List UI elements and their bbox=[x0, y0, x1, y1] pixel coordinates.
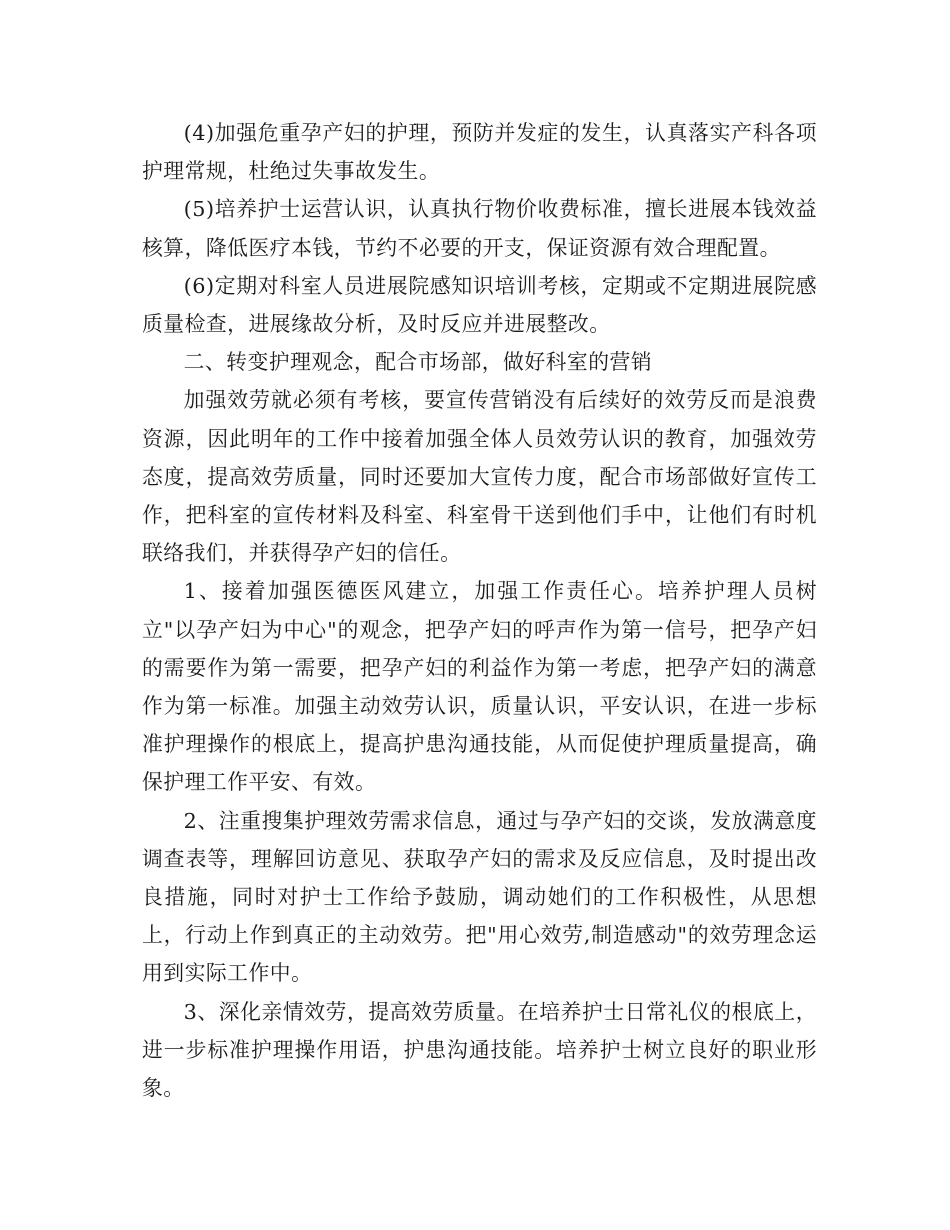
paragraph-item-5: (5)培养护士运营认识，认真执行物价收费标准，擅长进展本钱效益核算，降低医疗本钱，节约不必要的开支，保证资源有效合理配置。 bbox=[142, 197, 817, 260]
paragraph-intro: 加强效劳就必须有考核，要宣传营销没有后续好的效劳反而是浪费资源，因此明年的工作中接着加强全体人员效劳认识的教育，加强效劳态度，提高效劳质量，同时还要加大宣传力度，配合市场部做好宣传工作，把科室的宣传材料及科室、科室骨干送到他们手中，让他们有时机联络我们，并获得孕产妇的信任。 bbox=[142, 388, 817, 566]
paragraph-point-3: 3、深化亲情效劳，提高效劳质量。在培养护士日常礼仪的根底上，进一步标准护理操作用语，护患沟通技能。培养护士树立良好的职业形象。 bbox=[142, 999, 817, 1101]
paragraph-item-6: (6)定期对科室人员进展院感知识培训考核，定期或不定期进展院感质量检查，进展缘故分析，及时反应并进展整改。 bbox=[142, 273, 817, 337]
paragraph-point-1: 1、接着加强医德医风建立，加强工作责任心。培养护理人员树立"以孕产妇为中心"的观念，把孕产妇的呼声作为第一信号，把孕产妇的需要作为第一需要，把孕产妇的利益作为第一考虑，把孕产妇的满意作为第一标准。加强主动效劳认识，质量认识，平安认识，在进一步标准护理操作的根底上，提高护患沟通技能，从而促使护理质量提高，确保护理工作平安、有效。 bbox=[142, 579, 817, 795]
paragraph-item-4: (4)加强危重孕产妇的护理，预防并发症的发生，认真落实产科各项护理常规，杜绝过失事故发生。 bbox=[142, 121, 817, 184]
section-heading-2: 二、转变护理观念，配合市场部，做好科室的营销 bbox=[183, 350, 653, 375]
paragraph-point-2: 2、注重搜集护理效劳需求信息，通过与孕产妇的交谈，发放满意度调查表等，理解回访意见、获取孕产妇的需求及反应信息，及时提出改良措施，同时对护士工作给予鼓励，调动她们的工作积极性，从思想上，行动上作到真正的主动效劳。把"用心效劳,制造感动"的效劳理念运用到实际工作中。 bbox=[142, 808, 817, 986]
document-body bbox=[142, 114, 817, 1107]
